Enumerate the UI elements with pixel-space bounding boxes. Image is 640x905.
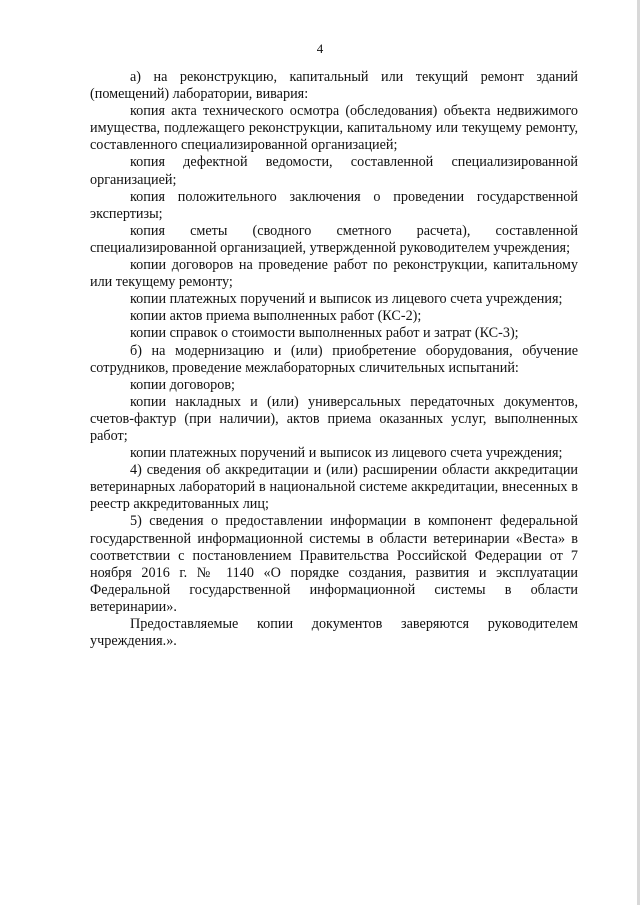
paragraph-b-contracts: копии договоров; [130,376,235,393]
paragraph-b-payment-orders: копии платежных поручений и выписок из лицевого счета учреждения; [130,445,563,462]
paragraph-ks2-acts: копии актов приема выполненных работ (КС-2); [130,308,422,325]
document-body [90,69,578,650]
paragraph-payment-orders: копии платежных поручений и выписок из лицевого счета учреждения; [130,291,563,308]
paragraph-defect-statement: копия дефектной ведомости, составленной специализированной организацией; [90,154,578,188]
page-number: 4 [316,41,324,56]
paragraph-a-renovation: а) на реконструкцию, капитальный или текущий ремонт зданий (помещений) лаборатории, вивария: [90,69,578,103]
paragraph-invoices: копии накладных и (или) универсальных передаточных документов, счетов-фактур (при наличии), актов приема оказанных услуг, выполненных работ; [90,393,578,444]
paragraph-b-modernization: б) на модернизацию и (или) приобретение оборудования, обучение сотрудников, проведение межлабораторных сличительных испытаний: [90,342,578,376]
paragraph-estimate: копия сметы (сводного сметного расчета), составленной специализированной организацией, утвержденной руководителем учреждения; [90,222,578,256]
paragraph-5-vesta: 5) сведения о предоставлении информации в компонент федеральной государственной информационной системы в области ветеринарии «Веста» в соответствии с постановлением Правительства Российской Федерации от 7 ноября 2016 г. № 1140 «О порядке создания, развития и эксплуатации Федеральной государственной информационной системы в области ветеринарии». [90,513,578,615]
paragraph-ks3-certificates: копии справок о стоимости выполненных работ и затрат (КС-3); [130,325,519,342]
paragraph-contracts: копии договоров на проведение работ по реконструкции, капитальному или текущему ремонту; [90,257,578,291]
paragraph-expertise-conclusion: копия положительного заключения о проведении государственной экспертизы; [90,188,578,222]
paragraph-certification: Предоставляемые копии документов заверяются руководителем учреждения.». [90,616,578,650]
paragraph-inspection-act: копия акта технического осмотра (обследования) объекта недвижимого имущества, подлежащего реконструкции, капитальному или текущему ремонту, составленного специализированной организацией; [90,103,578,154]
paragraph-4-accreditation: 4) сведения об аккредитации и (или) расширении области аккредитации ветеринарных лабораторий в национальной системе аккредитации, внесенных в реестр аккредитованных лиц; [90,462,578,513]
